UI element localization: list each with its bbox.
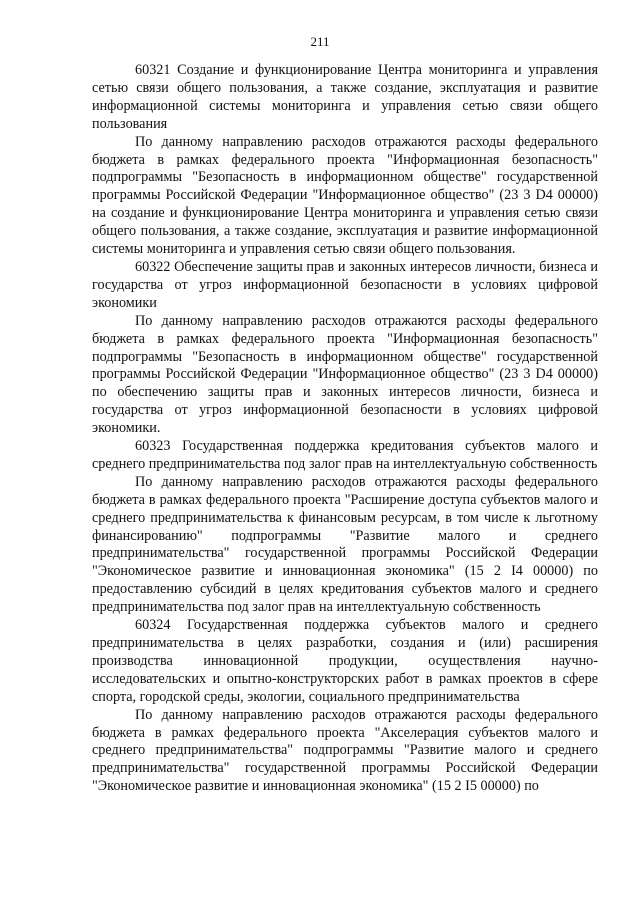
section-heading-60322: 60322 Обеспечение защиты прав и законных интересов личности, бизнеса и государства от угроз информационной безопасности в условиях цифровой экономики: [92, 258, 598, 311]
section-heading-60321: 60321 Создание и функционирование Центра мониторинга и управления сетью связи общего пользования, а также создание, эксплуатация и развитие информационной системы мониторинга и управления сетью связи общего пользования: [92, 62, 598, 132]
page-number: 211: [310, 34, 330, 49]
section-description-60324: По данному направлению расходов отражаются расходы федерального бюджета в рамках федерального проекта "Акселерация субъектов малого и среднего предпринимательства" подпрограммы "Развитие малого и среднего предпринимательства" государственной программы Российской Федерации "Экономическое развитие и инновационная экономика" (15 2 I5 00000) по: [92, 706, 598, 795]
section-description-60322: По данному направлению расходов отражаются расходы федерального бюджета в рамках федерального проекта "Информационная безопасность" подпрограммы "Безопасность в информационном обществе" государственной программы Российской Федерации "Информационное общество" (23 3 D4 00000) по обеспечению защиты прав и законных интересов личности, бизнеса и государства от угроз информационной безопасности в условиях цифровой экономики.: [92, 312, 598, 437]
section-description-60321: По данному направлению расходов отражаются расходы федерального бюджета в рамках федерального проекта "Информационная безопасность" подпрограммы "Безопасность в информационном обществе" государственной программы Российской Федерации "Информационное общество" (23 3 D4 00000) на создание и функционирование Центра мониторинга и управления сетью связи общего пользования, а также создание, эксплуатация и развитие информационной системы мониторинга и управления сетью связи общего пользования.: [92, 133, 598, 258]
document-body: [92, 62, 598, 796]
section-heading-60323: 60323 Государственная поддержка кредитования субъектов малого и среднего предпринимательства под залог прав на интеллектуальную собственность: [92, 438, 598, 472]
section-description-60323: По данному направлению расходов отражаются расходы федерального бюджета в рамках федерального проекта "Расширение доступа субъектов малого и среднего предпринимательства к финансовым ресурсам, в том числе к льготному финансированию" подпрограммы "Развитие малого и среднего предпринимательства" государственной программы Российской Федерации "Экономическое развитие и инновационная экономика" (15 2 I4 00000) по предоставлению субсидий в целях кредитования субъектов малого и среднего предпринимательства под залог прав на интеллектуальную собственность: [92, 473, 598, 616]
section-heading-60324: 60324 Государственная поддержка субъектов малого и среднего предпринимательства в целях разработки, создания и (или) расширения производства инновационной продукции, осуществления научно-исследовательских и опытно-конструкторских работ в рамках проектов в сфере спорта, городской среды, экологии, социального предпринимательства: [92, 617, 598, 705]
